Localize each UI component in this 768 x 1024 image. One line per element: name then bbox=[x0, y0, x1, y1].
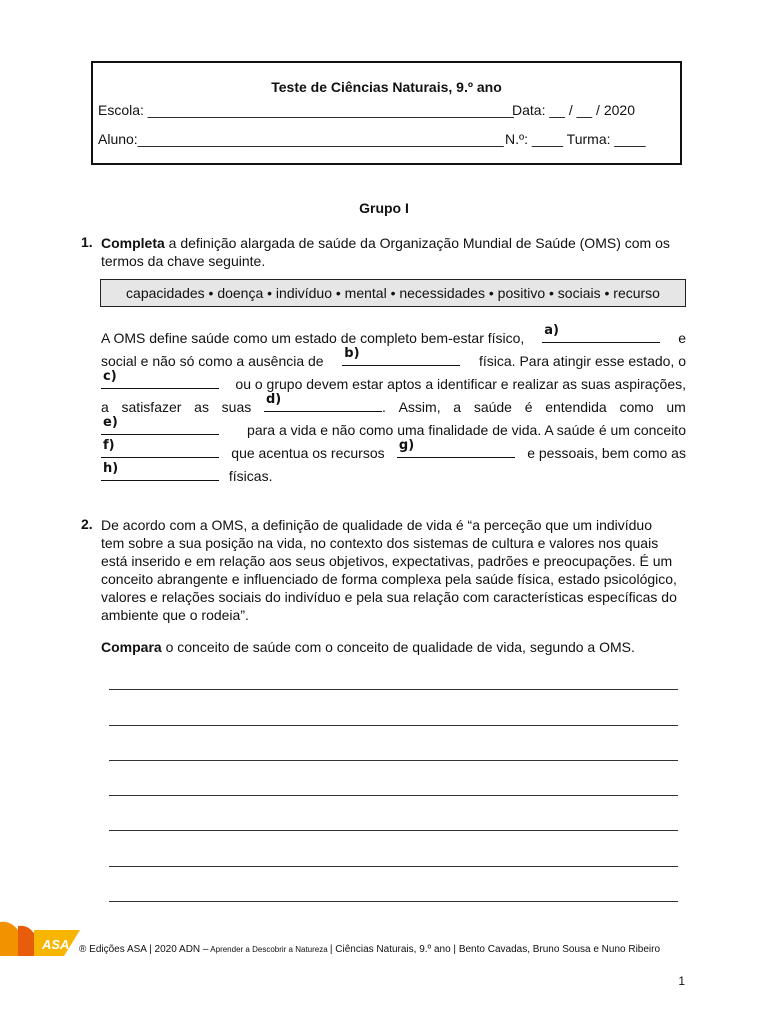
answer-line[interactable] bbox=[109, 901, 678, 902]
fill-line: f) que acentua os recursos g) e pessoais, bem como as bbox=[103, 438, 686, 461]
blank-b[interactable]: b) bbox=[342, 350, 460, 366]
page-number: 1 bbox=[678, 974, 685, 988]
date-field[interactable]: Data: __ / __ / 2020 bbox=[512, 102, 635, 118]
question-1-statement: Completa a definição alargada de saúde da Organização Mundial de Saúde (OMS) com os termos da chave seguinte. bbox=[101, 235, 670, 269]
asa-logo-text: ASA bbox=[42, 937, 70, 952]
question-2-verb: Compara bbox=[101, 639, 162, 655]
blank-e[interactable]: e) bbox=[101, 419, 219, 435]
fill-line: social e não só como a ausência de b) física. Para atingir esse estado, o bbox=[101, 346, 686, 369]
number-class-field[interactable]: N.º: ____ Turma: ____ bbox=[505, 131, 646, 147]
fill-line: h) físicas. bbox=[103, 461, 273, 484]
key-terms: capacidades • doença • indivíduo • mental • necessidades • positivo • sociais • recurso bbox=[126, 285, 660, 301]
blank-a[interactable]: a) bbox=[542, 327, 660, 343]
blank-d[interactable]: d) bbox=[264, 396, 382, 412]
asa-logo-mark bbox=[0, 918, 82, 958]
fill-line: e) para a vida e não como uma finalidade de vida. A saúde é um conceito bbox=[103, 415, 686, 438]
footer-credits: ® Edições ASA | 2020 ADN – Aprender a Descobrir a Natureza | Ciências Naturais, 9.º ano | Bento Cavadas, Bruno Sousa e Nuno Ribeiro bbox=[79, 944, 661, 955]
question-2-text: De acordo com a OMS, a definição de qualidade de vida é “a perceção que um indivíduo tem sobre a sua posição na vida, no contexto dos sistemas de cultura e valores nos quais está inserido e em relação aos seus objetivos, expectativas, padrões e preocupações. É um conceito abrangente e influenciado de forma complexa pela saúde física, estado psicológico, valores e relações sociais do indivíduo e pela sua relação com características específicas do ambiente que o rodeia”. bbox=[101, 517, 677, 623]
school-field[interactable]: Escola: _______________________________________________ bbox=[98, 102, 514, 118]
group-title: Grupo I bbox=[359, 200, 409, 216]
question-1-verb: Completa bbox=[101, 235, 165, 251]
answer-line[interactable] bbox=[109, 795, 678, 796]
question-2-prompt: Compara o conceito de saúde com o conceito de qualidade de vida, segundo a OMS. bbox=[101, 639, 635, 655]
blank-f[interactable]: f) bbox=[101, 442, 219, 458]
question-1-number: 1. bbox=[81, 234, 93, 250]
test-title: Teste de Ciências Naturais, 9.º ano bbox=[271, 79, 502, 95]
answer-line[interactable] bbox=[109, 689, 678, 690]
blank-g[interactable]: g) bbox=[397, 442, 515, 458]
fill-in-paragraph bbox=[101, 323, 686, 488]
fill-line: c) ou o grupo devem estar aptos a identificar e realizar as suas aspirações, bbox=[103, 369, 686, 392]
fill-line: A OMS define saúde como um estado de completo bem-estar físico, a) e bbox=[101, 323, 686, 346]
blank-c[interactable]: c) bbox=[101, 373, 219, 389]
answer-line[interactable] bbox=[109, 725, 678, 726]
answer-line[interactable] bbox=[109, 760, 678, 761]
question-2-number: 2. bbox=[81, 516, 93, 532]
blank-h[interactable]: h) bbox=[101, 465, 219, 481]
answer-line[interactable] bbox=[109, 830, 678, 831]
key-terms-box bbox=[100, 279, 686, 307]
answer-line[interactable] bbox=[109, 866, 678, 867]
fill-line: a satisfazer as suas d) . Assim, a saúde é entendida como um bbox=[101, 392, 686, 415]
asa-logo bbox=[0, 918, 82, 958]
student-field[interactable]: Aluno:_______________________________________________ bbox=[98, 131, 504, 147]
